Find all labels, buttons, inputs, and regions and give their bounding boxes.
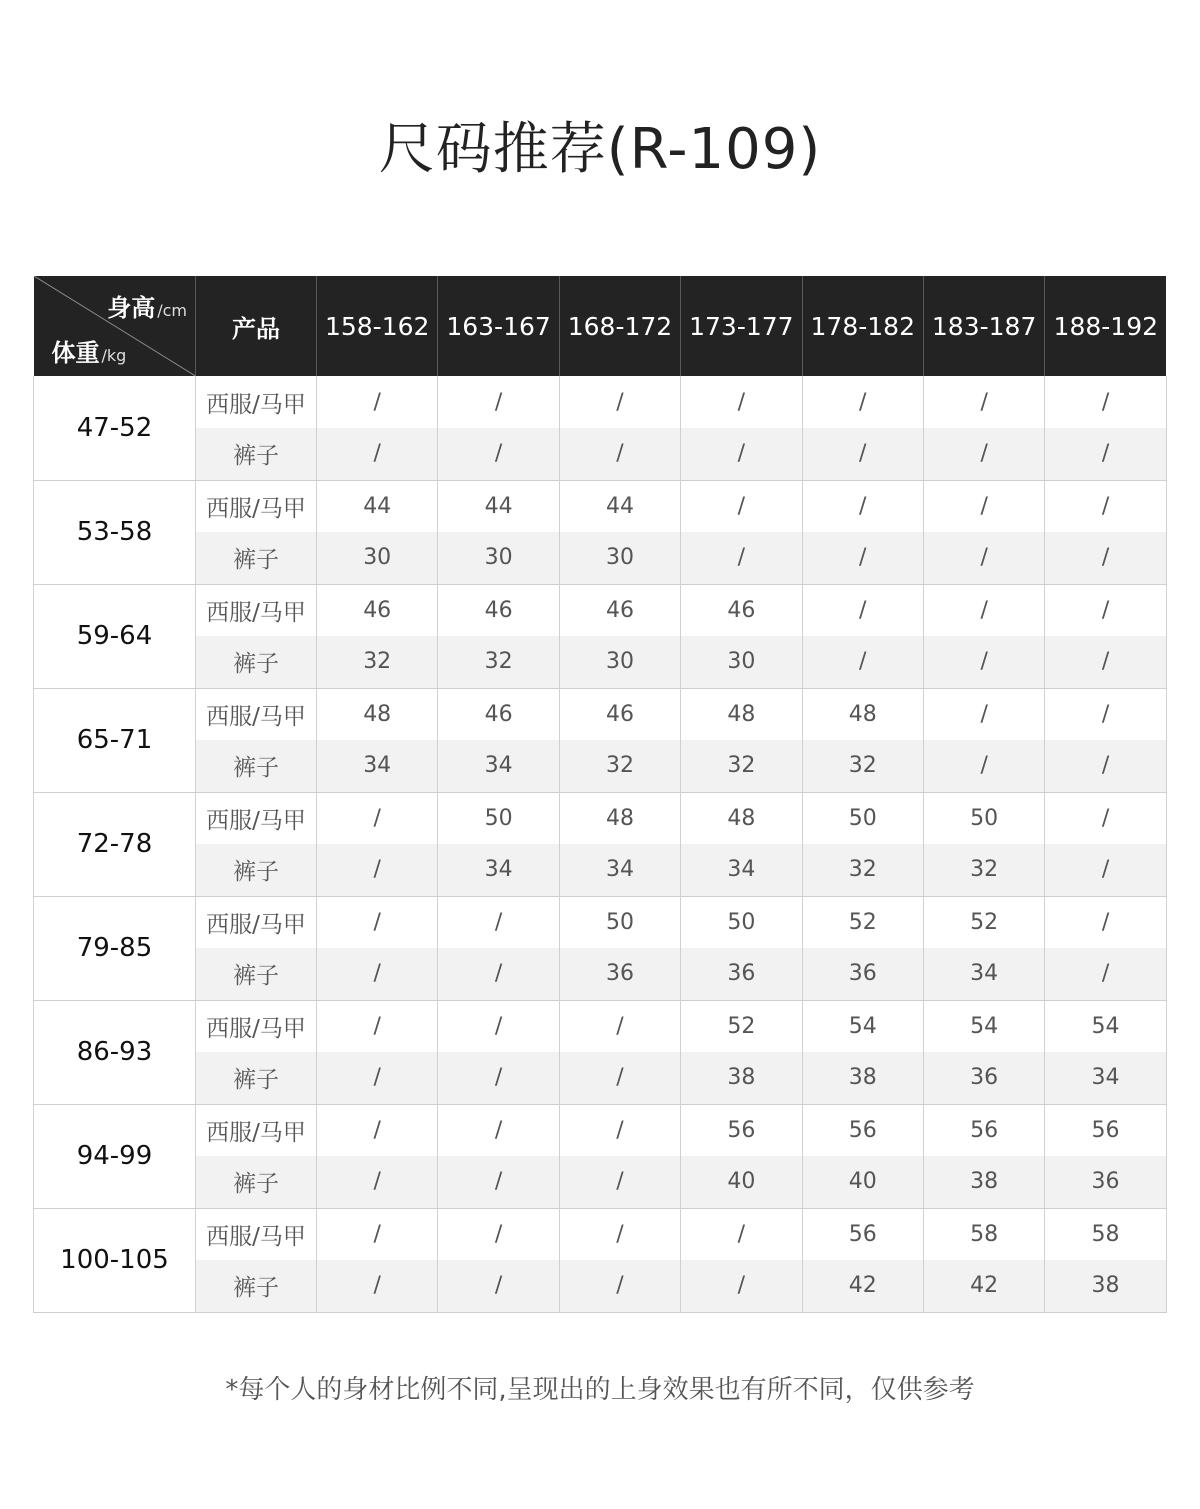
size-value-cell: / (1045, 376, 1166, 428)
table-row (34, 532, 1167, 584)
size-value-cell: 56 (802, 1104, 923, 1156)
size-value-cell: 48 (802, 688, 923, 740)
height-axis-label (107, 288, 187, 323)
size-value-cell: / (1045, 948, 1166, 1000)
size-value-cell: / (317, 896, 438, 948)
size-value-cell: / (1045, 792, 1166, 844)
weight-range-cell: 47-52 (34, 376, 196, 480)
size-value-cell: 46 (681, 584, 802, 636)
weight-range-cell: 79-85 (34, 896, 196, 1000)
product-cell: 西服/马甲 (196, 1104, 317, 1156)
size-value-cell: / (923, 532, 1044, 584)
product-cell: 裤子 (196, 1156, 317, 1208)
size-value-cell: / (559, 428, 680, 480)
table-row (34, 1104, 1167, 1156)
size-value-cell: / (438, 1052, 559, 1104)
size-value-cell: / (1045, 636, 1166, 688)
size-value-cell: / (923, 688, 1044, 740)
size-value-cell: 36 (681, 948, 802, 1000)
size-value-cell: / (559, 1208, 680, 1260)
page-title: 尺码推荐(R-109) (378, 117, 822, 182)
product-cell: 西服/马甲 (196, 480, 317, 532)
size-value-cell: / (559, 1156, 680, 1208)
size-value-cell: 34 (438, 740, 559, 792)
table-row (34, 1208, 1167, 1260)
size-value-cell: / (681, 480, 802, 532)
weight-range-cell: 72-78 (34, 792, 196, 896)
size-value-cell: 54 (923, 1000, 1044, 1052)
size-value-cell: 58 (1045, 1208, 1166, 1260)
size-value-cell: / (438, 1260, 559, 1312)
table-row (34, 1000, 1167, 1052)
product-cell: 西服/马甲 (196, 896, 317, 948)
header-row (34, 276, 1167, 376)
height-label: 身高 (107, 294, 156, 322)
size-value-cell: / (438, 1104, 559, 1156)
size-value-cell: 50 (802, 792, 923, 844)
size-value-cell: 44 (317, 480, 438, 532)
size-value-cell: / (923, 376, 1044, 428)
size-value-cell: 36 (923, 1052, 1044, 1104)
weight-unit: /kg (101, 346, 127, 365)
size-value-cell: / (1045, 896, 1166, 948)
size-value-cell: 52 (923, 896, 1044, 948)
size-value-cell: 48 (681, 792, 802, 844)
size-value-cell: 30 (559, 636, 680, 688)
size-value-cell: 50 (681, 896, 802, 948)
size-value-cell: 36 (802, 948, 923, 1000)
size-value-cell: / (317, 1260, 438, 1312)
size-value-cell: 32 (317, 636, 438, 688)
size-value-cell: 46 (438, 584, 559, 636)
size-value-cell: / (923, 740, 1044, 792)
size-value-cell: 46 (317, 584, 438, 636)
size-value-cell: 36 (559, 948, 680, 1000)
size-value-cell: / (802, 584, 923, 636)
size-value-cell: / (681, 1208, 802, 1260)
size-value-cell: / (1045, 740, 1166, 792)
size-value-cell: / (559, 1260, 680, 1312)
product-cell: 裤子 (196, 1052, 317, 1104)
size-value-cell: / (1045, 428, 1166, 480)
size-value-cell: / (802, 532, 923, 584)
product-cell: 西服/马甲 (196, 688, 317, 740)
table-row (34, 636, 1167, 688)
size-value-cell: 48 (559, 792, 680, 844)
size-value-cell: 56 (1045, 1104, 1166, 1156)
size-value-cell: 38 (1045, 1260, 1166, 1312)
weight-range-cell: 100-105 (34, 1208, 196, 1312)
size-value-cell: / (438, 948, 559, 1000)
size-value-cell: / (1045, 532, 1166, 584)
size-value-cell: / (923, 636, 1044, 688)
table-row (34, 1260, 1167, 1312)
size-value-cell: / (1045, 688, 1166, 740)
size-value-cell: / (438, 1156, 559, 1208)
size-value-cell: 40 (802, 1156, 923, 1208)
size-value-cell: 30 (681, 636, 802, 688)
product-cell: 裤子 (196, 532, 317, 584)
size-value-cell: / (317, 1000, 438, 1052)
size-value-cell: 38 (802, 1052, 923, 1104)
size-value-cell: 30 (438, 532, 559, 584)
size-value-cell: 30 (317, 532, 438, 584)
height-column-header: 188-192 (1045, 276, 1166, 376)
size-value-cell: 56 (923, 1104, 1044, 1156)
height-column-header: 168-172 (559, 276, 680, 376)
corner-header-cell (34, 276, 196, 376)
size-value-cell: / (317, 376, 438, 428)
size-value-cell: / (317, 948, 438, 1000)
size-value-cell: / (317, 1052, 438, 1104)
table-row (34, 844, 1167, 896)
size-value-cell: / (681, 532, 802, 584)
product-cell: 裤子 (196, 844, 317, 896)
size-chart-body (34, 376, 1167, 1312)
size-value-cell: 32 (802, 740, 923, 792)
size-value-cell: 48 (317, 688, 438, 740)
table-row (34, 480, 1167, 532)
weight-range-cell: 53-58 (34, 480, 196, 584)
product-cell: 裤子 (196, 740, 317, 792)
weight-range-cell: 65-71 (34, 688, 196, 792)
size-value-cell: 52 (802, 896, 923, 948)
size-value-cell: 42 (923, 1260, 1044, 1312)
weight-range-cell: 94-99 (34, 1104, 196, 1208)
size-value-cell: / (559, 1104, 680, 1156)
product-cell: 裤子 (196, 428, 317, 480)
size-value-cell: 42 (802, 1260, 923, 1312)
height-column-header: 163-167 (438, 276, 559, 376)
size-value-cell: / (802, 428, 923, 480)
disclaimer-note: *每个人的身材比例不同,呈现出的上身效果也有所不同，仅供参考 (225, 1375, 975, 1405)
size-value-cell: / (438, 896, 559, 948)
size-value-cell: 56 (802, 1208, 923, 1260)
size-value-cell: 32 (923, 844, 1044, 896)
size-value-cell: / (317, 1156, 438, 1208)
weight-range-cell: 59-64 (34, 584, 196, 688)
product-column-header: 产品 (196, 276, 317, 376)
size-value-cell: / (923, 428, 1044, 480)
product-cell: 西服/马甲 (196, 584, 317, 636)
size-value-cell: / (438, 376, 559, 428)
size-value-cell: / (559, 1052, 680, 1104)
table-row (34, 948, 1167, 1000)
size-value-cell: / (681, 428, 802, 480)
height-column-header: 183-187 (923, 276, 1044, 376)
size-value-cell: 34 (559, 844, 680, 896)
weight-axis-label (52, 333, 127, 368)
product-cell: 西服/马甲 (196, 792, 317, 844)
size-value-cell: 56 (681, 1104, 802, 1156)
size-value-cell: / (317, 1208, 438, 1260)
size-value-cell: / (559, 376, 680, 428)
table-row (34, 1156, 1167, 1208)
size-value-cell: / (1045, 480, 1166, 532)
size-value-cell: / (317, 1104, 438, 1156)
size-value-cell: 38 (923, 1156, 1044, 1208)
product-cell: 裤子 (196, 1260, 317, 1312)
product-cell: 西服/马甲 (196, 1208, 317, 1260)
size-value-cell: 32 (438, 636, 559, 688)
product-cell: 裤子 (196, 948, 317, 1000)
size-value-cell: 36 (1045, 1156, 1166, 1208)
size-value-cell: / (681, 1260, 802, 1312)
size-value-cell: / (438, 428, 559, 480)
height-column-header: 158-162 (317, 276, 438, 376)
size-value-cell: 46 (559, 688, 680, 740)
size-value-cell: 52 (681, 1000, 802, 1052)
size-value-cell: 34 (923, 948, 1044, 1000)
size-value-cell: / (438, 1000, 559, 1052)
size-value-cell: 30 (559, 532, 680, 584)
size-value-cell: 54 (1045, 1000, 1166, 1052)
weight-range-cell: 86-93 (34, 1000, 196, 1104)
table-row (34, 1052, 1167, 1104)
size-value-cell: 48 (681, 688, 802, 740)
size-value-cell: 50 (923, 792, 1044, 844)
size-value-cell: / (1045, 844, 1166, 896)
size-value-cell: / (802, 480, 923, 532)
size-value-cell: 32 (559, 740, 680, 792)
size-value-cell: / (559, 1000, 680, 1052)
size-value-cell: 32 (802, 844, 923, 896)
size-value-cell: / (438, 1208, 559, 1260)
size-value-cell: 34 (1045, 1052, 1166, 1104)
product-cell: 裤子 (196, 636, 317, 688)
size-value-cell: 32 (681, 740, 802, 792)
size-value-cell: 46 (438, 688, 559, 740)
size-value-cell: / (802, 636, 923, 688)
size-value-cell: / (317, 792, 438, 844)
size-value-cell: / (317, 844, 438, 896)
size-value-cell: 38 (681, 1052, 802, 1104)
size-value-cell: / (923, 584, 1044, 636)
size-value-cell: 50 (438, 792, 559, 844)
table-row (34, 376, 1167, 428)
height-column-header: 173-177 (681, 276, 802, 376)
size-value-cell: 44 (559, 480, 680, 532)
product-cell: 西服/马甲 (196, 376, 317, 428)
size-value-cell: 40 (681, 1156, 802, 1208)
table-row (34, 896, 1167, 948)
table-row (34, 584, 1167, 636)
size-value-cell: 44 (438, 480, 559, 532)
table-row (34, 792, 1167, 844)
size-value-cell: 58 (923, 1208, 1044, 1260)
table-row (34, 740, 1167, 792)
height-column-header: 178-182 (802, 276, 923, 376)
size-value-cell: 34 (438, 844, 559, 896)
size-value-cell: 46 (559, 584, 680, 636)
size-value-cell: 34 (317, 740, 438, 792)
height-unit: /cm (157, 301, 187, 320)
size-value-cell: 34 (681, 844, 802, 896)
size-chart-table (33, 276, 1167, 1313)
table-row (34, 688, 1167, 740)
size-value-cell: 54 (802, 1000, 923, 1052)
product-cell: 西服/马甲 (196, 1000, 317, 1052)
size-value-cell: / (802, 376, 923, 428)
size-value-cell: / (1045, 584, 1166, 636)
size-value-cell: / (317, 428, 438, 480)
weight-label: 体重 (51, 339, 100, 367)
size-value-cell: / (681, 376, 802, 428)
size-value-cell: / (923, 480, 1044, 532)
size-value-cell: 50 (559, 896, 680, 948)
table-row (34, 428, 1167, 480)
